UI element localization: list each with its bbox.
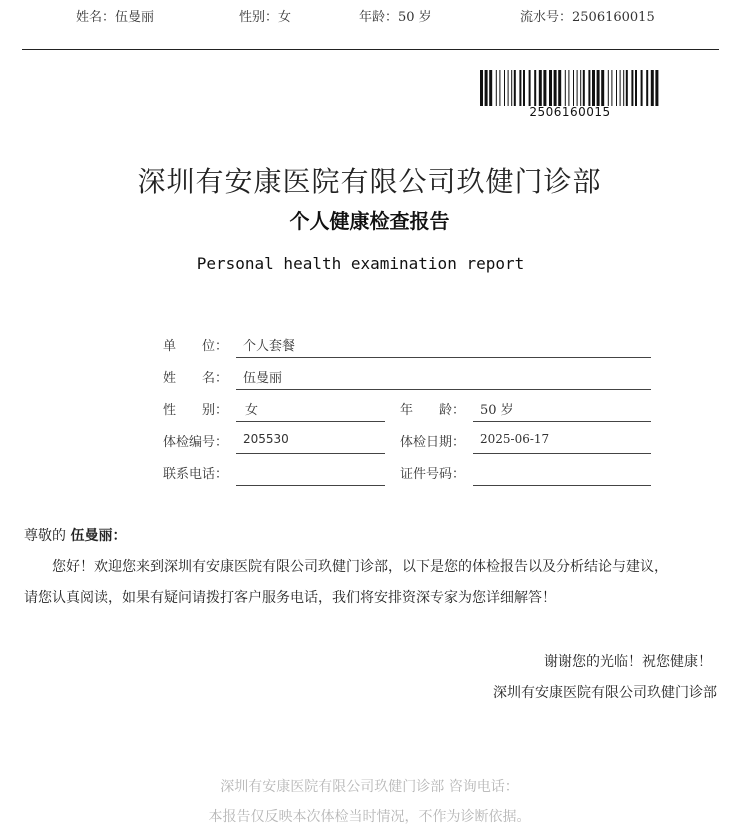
barcode-bar xyxy=(601,70,604,106)
barcode-bar xyxy=(534,70,536,106)
exam-date-value: 2025-06-17 xyxy=(480,432,550,446)
age-underline xyxy=(473,421,651,422)
barcode-bar xyxy=(489,70,492,106)
barcode-bar xyxy=(523,70,525,106)
unit-value: 个人套餐 xyxy=(243,339,296,354)
barcode-bar xyxy=(646,70,648,106)
barcode-bar xyxy=(565,70,566,106)
barcode-bar xyxy=(485,70,488,106)
barcode-bar xyxy=(577,70,578,106)
name-underline xyxy=(236,389,651,390)
header-divider xyxy=(22,49,719,50)
barcode-bar xyxy=(558,70,561,106)
barcode-bar xyxy=(641,70,643,106)
name-label: 姓 名： xyxy=(163,371,229,386)
barcode-bar xyxy=(608,70,609,106)
letter-line-2: 请您认真阅读，如果有疑问请拨打客户服务电话，我们将安排资深专家为您详细解答！ xyxy=(24,590,556,606)
barcode-bar xyxy=(511,70,512,106)
barcode-bar xyxy=(529,70,531,106)
barcode-bar xyxy=(580,70,581,106)
barcode-bar xyxy=(508,70,509,106)
salutation-text: 尊敬的 xyxy=(24,528,66,544)
exam-no-label: 体检编号： xyxy=(163,435,229,450)
hospital-name: 深圳有安康医院有限公司玖健门诊部 xyxy=(137,165,602,198)
barcode-bar xyxy=(592,70,595,106)
letter-thanks: 谢谢您的光临！祝您健康！ xyxy=(544,654,712,670)
barcode-bar xyxy=(499,70,500,106)
name-value: 伍曼丽 xyxy=(243,371,283,386)
barcode-bar xyxy=(496,70,497,106)
barcode-bar xyxy=(583,70,585,106)
exam-no-underline xyxy=(236,453,385,454)
barcode-bar xyxy=(611,70,612,106)
barcode-image xyxy=(480,70,660,106)
phone-underline xyxy=(236,485,385,486)
unit-label: 单 位： xyxy=(163,339,229,354)
barcode-number: 2506160015 xyxy=(529,105,611,119)
exam-date-underline xyxy=(473,453,651,454)
barcode-bar xyxy=(519,70,521,106)
gender-label: 性 别： xyxy=(163,403,229,418)
barcode-bar xyxy=(620,70,621,106)
report-title-cn: 个人健康检查报告 xyxy=(289,209,450,233)
header-name: 姓名：伍曼丽 xyxy=(76,10,155,25)
barcode-bar xyxy=(616,70,617,106)
barcode-bar xyxy=(635,70,637,106)
salutation xyxy=(24,525,126,545)
report-title-en: Personal health examination report xyxy=(196,254,525,273)
header-age: 年龄：50 岁 xyxy=(359,10,432,25)
age-label: 年 龄： xyxy=(400,403,466,418)
barcode-bar xyxy=(626,70,628,106)
unit-underline xyxy=(236,357,651,358)
barcode-bar xyxy=(514,70,516,106)
footer-contact: 深圳有安康医院有限公司玖健门诊部 咨询电话： xyxy=(220,779,519,795)
barcode-bar xyxy=(651,70,654,106)
age-value: 50 岁 xyxy=(480,403,514,418)
barcode-bar xyxy=(597,70,600,106)
gender-underline xyxy=(236,421,385,422)
header-serial: 流水号：2506160015 xyxy=(520,10,655,25)
id-label: 证件号码： xyxy=(400,467,466,482)
exam-date-label: 体检日期： xyxy=(400,435,466,450)
letter-signature: 深圳有安康医院有限公司玖健门诊部 xyxy=(493,685,717,701)
barcode-bar xyxy=(568,70,569,106)
barcode-bar xyxy=(543,70,546,106)
barcode-bar xyxy=(655,70,658,106)
barcode-bar xyxy=(504,70,505,106)
barcode-bar xyxy=(549,70,552,106)
gender-value: 女 xyxy=(245,403,259,418)
id-underline xyxy=(473,485,651,486)
barcode-bar xyxy=(480,70,483,106)
barcode-bar xyxy=(554,70,557,106)
header-gender: 性别：女 xyxy=(239,10,292,25)
barcode-bar xyxy=(623,70,624,106)
salutation-patient: 伍曼丽： xyxy=(70,528,127,544)
barcode-bar xyxy=(588,70,590,106)
exam-no-value: 205530 xyxy=(243,432,289,446)
barcode-bar xyxy=(539,70,542,106)
letter-line-1: 您好！欢迎您来到深圳有安康医院有限公司玖健门诊部，以下是您的体检报告以及分析结论与建议， xyxy=(52,559,668,575)
phone-label: 联系电话： xyxy=(163,467,229,482)
footer-disclaimer: 本报告仅反映本次体检当时情况，不作为诊断依据。 xyxy=(208,809,531,825)
barcode-bar xyxy=(573,70,574,106)
barcode-bar xyxy=(631,70,633,106)
